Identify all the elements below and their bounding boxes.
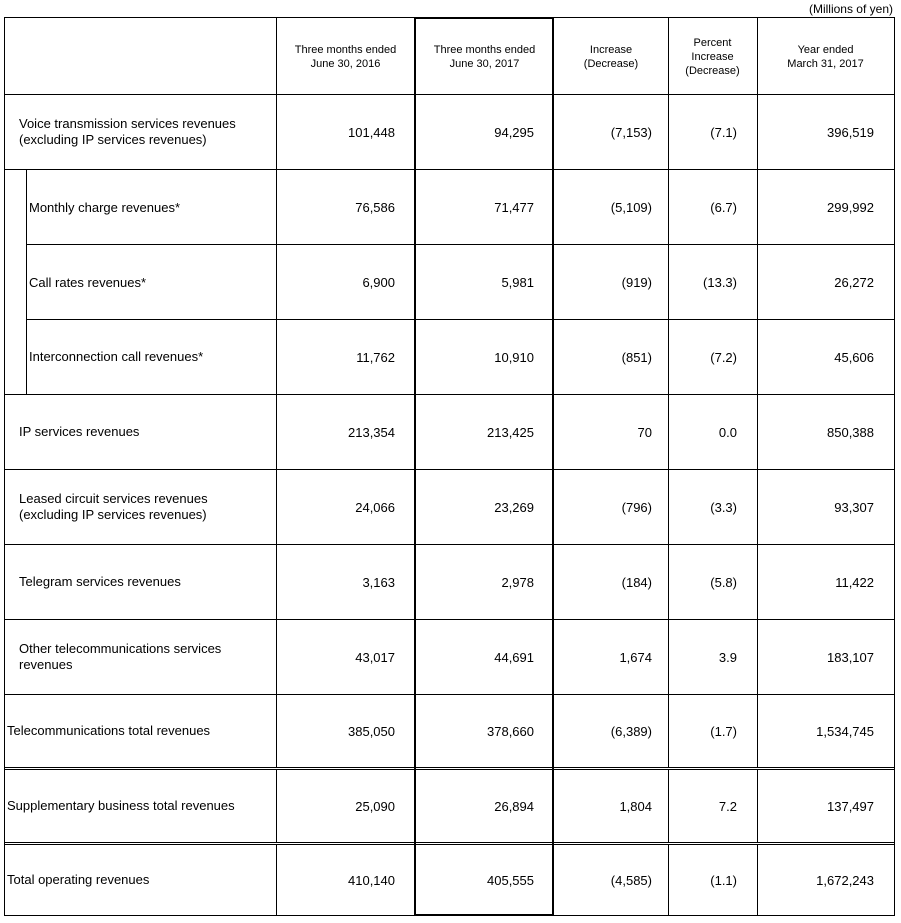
value-cell: 299,992 <box>827 200 874 215</box>
value-cell: (3.3) <box>710 499 737 515</box>
value-cell: 25,090 <box>355 798 395 814</box>
row-label: Call rates revenues* <box>29 274 147 290</box>
value-cell: (851) <box>621 349 652 365</box>
column-header: Three months ended June 30, 2017 <box>433 43 536 70</box>
value-cell: (7,153) <box>610 124 652 140</box>
value-cell: 1,804 <box>619 798 652 814</box>
value-cell: 11,422 <box>835 574 874 590</box>
value-cell: (5.8) <box>710 574 737 590</box>
value-cell: 396,519 <box>827 124 874 140</box>
value-cell: 385,050 <box>348 723 395 739</box>
row-label: Telecommunications total revenues <box>7 723 211 738</box>
value-cell: (6.7) <box>710 200 737 215</box>
value-cell: 1,672,243 <box>816 872 874 888</box>
row-label: Leased circuit services revenues (excluding IP services revenues) <box>19 491 208 522</box>
value-cell: (796) <box>621 499 652 515</box>
value-cell: 11,762 <box>356 349 395 365</box>
value-cell: 45,606 <box>834 349 874 365</box>
column-header: Increase (Decrease) <box>583 43 639 70</box>
value-cell: (6,389) <box>610 723 652 739</box>
value-cell: 24,066 <box>355 499 395 515</box>
value-cell: 410,140 <box>348 872 395 888</box>
table-row <box>5 620 894 695</box>
table-header <box>5 18 894 95</box>
value-cell: 3.9 <box>718 649 737 665</box>
table-row <box>5 170 894 245</box>
value-cell: 2,978 <box>501 574 534 590</box>
row-label: Telegram services revenues <box>19 574 181 589</box>
value-cell: 5,981 <box>501 275 534 290</box>
value-cell: 23,269 <box>494 499 534 515</box>
value-cell: 93,307 <box>834 499 874 515</box>
value-cell: (4,585) <box>610 872 652 888</box>
value-cell: 1,534,745 <box>816 723 874 739</box>
value-cell: 213,425 <box>487 424 534 440</box>
value-cell: 7.2 <box>718 798 737 814</box>
table-row <box>5 470 894 545</box>
value-cell: 26,272 <box>834 275 874 290</box>
row-label: Interconnection call revenues* <box>29 349 204 364</box>
value-cell: 405,555 <box>487 872 534 888</box>
value-cell: 43,017 <box>355 649 395 665</box>
table-row <box>5 545 894 620</box>
value-cell: (7.1) <box>710 124 737 140</box>
row-label: Supplementary business total revenues <box>7 798 235 813</box>
row-label: Total operating revenues <box>7 872 150 887</box>
row-label: Voice transmission services revenues (excluding IP services revenues) <box>19 116 236 147</box>
value-cell: 378,660 <box>487 723 534 739</box>
units-note: (Millions of yen) <box>808 2 893 16</box>
value-cell: (184) <box>621 574 652 590</box>
value-cell: 26,894 <box>494 798 534 814</box>
table-row <box>5 95 894 170</box>
value-cell: (919) <box>621 275 652 290</box>
column-header: Percent Increase (Decrease) <box>685 36 740 77</box>
table-row <box>5 695 894 770</box>
row-label: Other telecommunications services revenues <box>19 641 222 672</box>
value-cell: (7.2) <box>710 349 737 365</box>
value-cell: 101,448 <box>348 124 395 140</box>
value-cell: 137,497 <box>827 798 874 814</box>
value-cell: 44,691 <box>494 649 534 665</box>
column-header: Three months ended June 30, 2016 <box>294 43 397 70</box>
revenue-table <box>4 17 895 916</box>
value-cell: (13.3) <box>703 275 737 290</box>
table-row <box>5 770 894 845</box>
column-header: Year ended March 31, 2017 <box>787 43 864 70</box>
value-cell: 183,107 <box>827 649 874 665</box>
value-cell: (1.1) <box>710 872 737 888</box>
row-label: Monthly charge revenues* <box>29 199 181 215</box>
value-cell: 850,388 <box>827 424 874 440</box>
value-cell: 76,586 <box>355 200 395 215</box>
value-cell: (5,109) <box>610 200 652 215</box>
table-row <box>5 320 894 395</box>
value-cell: 3,163 <box>362 574 395 590</box>
value-cell: 71,477 <box>494 200 534 215</box>
value-cell: 94,295 <box>494 124 534 140</box>
row-label: IP services revenues <box>19 424 140 439</box>
value-cell: 213,354 <box>348 424 395 440</box>
value-cell: 6,900 <box>362 275 395 290</box>
value-cell: 10,910 <box>494 349 534 365</box>
value-cell: 1,674 <box>619 649 652 665</box>
table-row <box>5 245 894 320</box>
value-cell: 0.0 <box>718 424 737 440</box>
table-row <box>5 845 894 915</box>
value-cell: (1.7) <box>710 723 737 739</box>
value-cell: 70 <box>637 424 652 440</box>
table-row <box>5 395 894 470</box>
